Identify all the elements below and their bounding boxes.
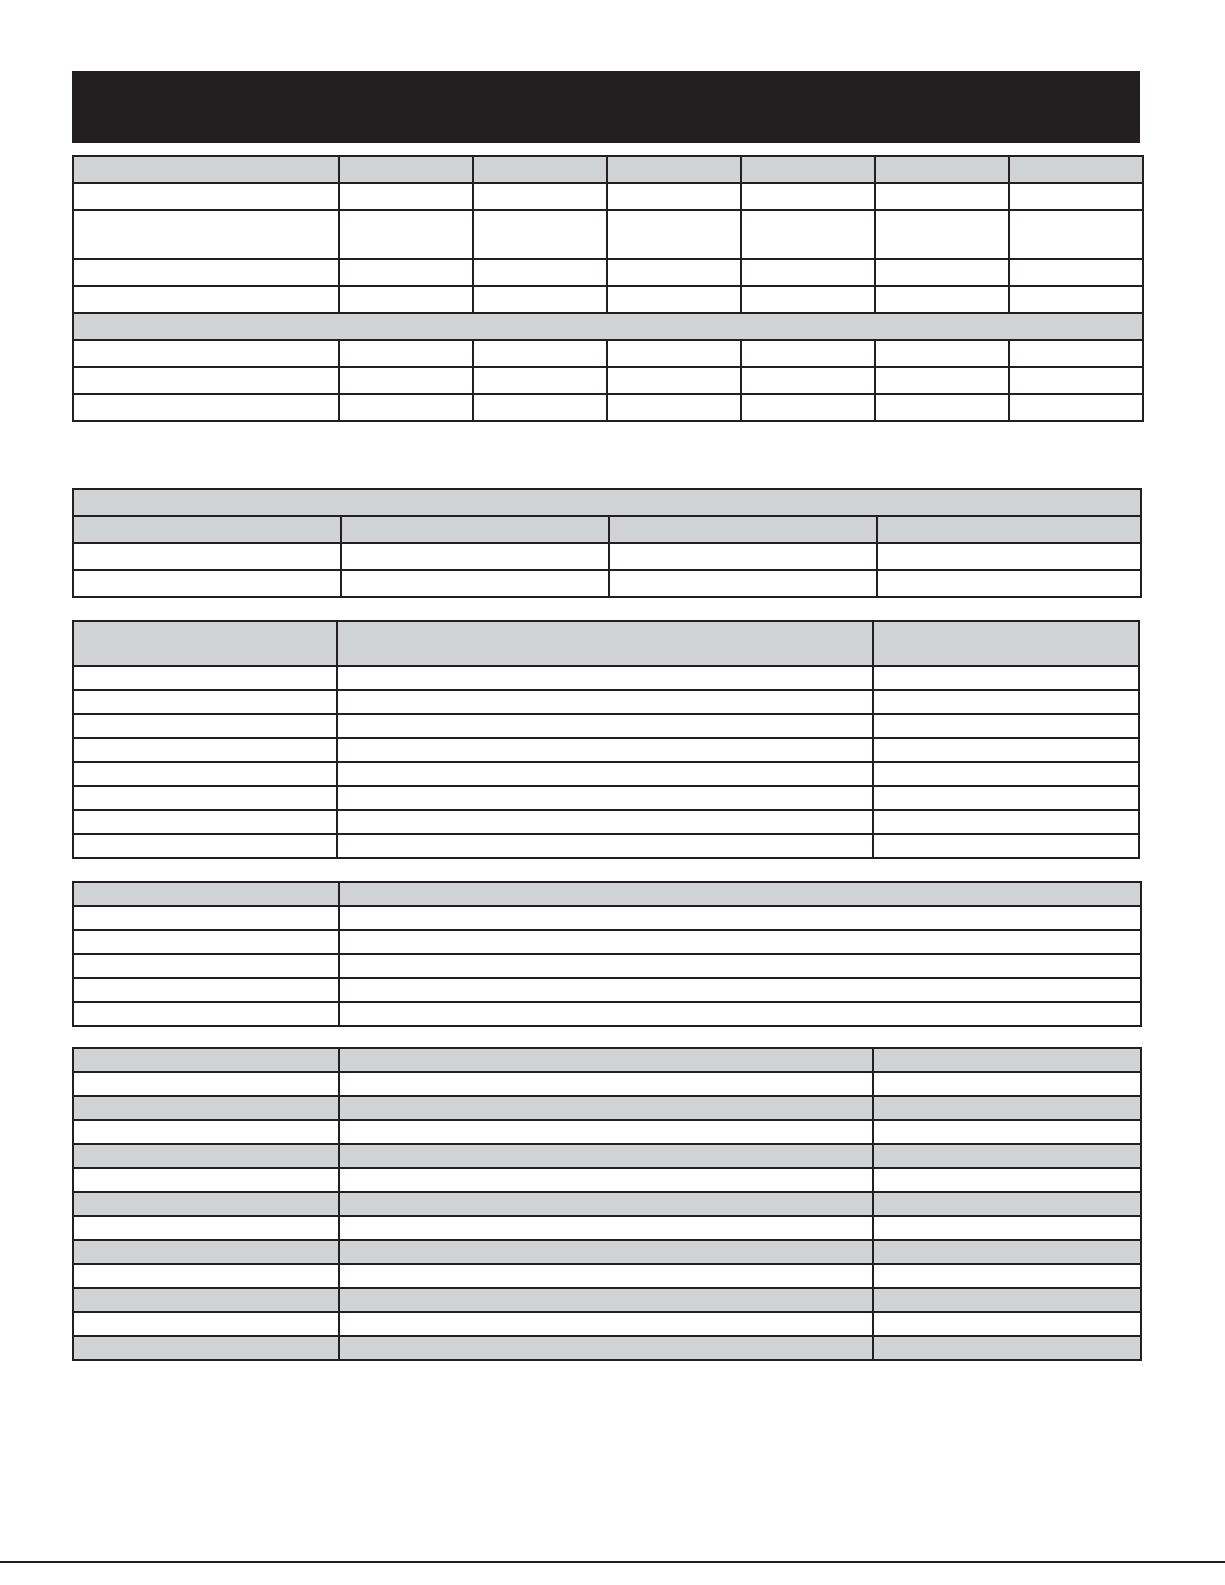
table-five xyxy=(72,1047,1142,1361)
header-cell xyxy=(339,156,473,183)
table-row xyxy=(73,834,1139,858)
table-two xyxy=(72,488,1142,598)
table-row xyxy=(73,570,1141,597)
table-row xyxy=(73,1288,1141,1312)
table-row xyxy=(73,666,1139,690)
header-cell xyxy=(473,156,607,183)
table-header-row xyxy=(73,156,1143,183)
table-row xyxy=(73,1168,1141,1192)
header-cell xyxy=(875,156,1009,183)
header-cell xyxy=(73,156,339,183)
table-row xyxy=(73,1048,1141,1072)
table-row xyxy=(73,367,1143,394)
table-row xyxy=(73,1072,1141,1096)
table-row xyxy=(73,183,1143,210)
table-row xyxy=(73,259,1143,286)
document-page xyxy=(72,71,1140,1361)
table-row xyxy=(73,1002,1141,1026)
table-four xyxy=(72,881,1142,1027)
section-header-row xyxy=(73,313,1143,340)
table-row xyxy=(73,340,1143,367)
table-row xyxy=(73,1144,1141,1168)
table-row xyxy=(73,1192,1141,1216)
header-cell xyxy=(607,156,741,183)
table-header-row xyxy=(73,621,1139,666)
table-header-row xyxy=(73,882,1141,906)
table-row xyxy=(73,738,1139,762)
header-cell xyxy=(741,156,875,183)
table-row xyxy=(73,1240,1141,1264)
table-row xyxy=(73,954,1141,978)
table-row xyxy=(73,690,1139,714)
table-row xyxy=(73,286,1143,313)
table-row xyxy=(73,1120,1141,1144)
table-three xyxy=(72,620,1140,859)
table-row xyxy=(73,762,1139,786)
table-row xyxy=(73,1264,1141,1288)
table-row xyxy=(73,1216,1141,1240)
table-row xyxy=(73,394,1143,421)
table-row xyxy=(73,978,1141,1002)
section-header-row xyxy=(73,489,1141,516)
table-row xyxy=(73,930,1141,954)
table-header-row xyxy=(73,516,1141,543)
table-row xyxy=(73,543,1141,570)
table-row xyxy=(73,1312,1141,1336)
table-row xyxy=(73,810,1139,834)
table-row xyxy=(73,1096,1141,1120)
table-row xyxy=(73,786,1139,810)
table-row xyxy=(73,1336,1141,1360)
specification-table xyxy=(72,155,1144,422)
table-row xyxy=(73,714,1139,738)
table-row xyxy=(73,906,1141,930)
table-row xyxy=(73,210,1143,259)
title-bar xyxy=(72,71,1140,143)
footer-rule xyxy=(0,1561,1225,1563)
header-cell xyxy=(1009,156,1143,183)
